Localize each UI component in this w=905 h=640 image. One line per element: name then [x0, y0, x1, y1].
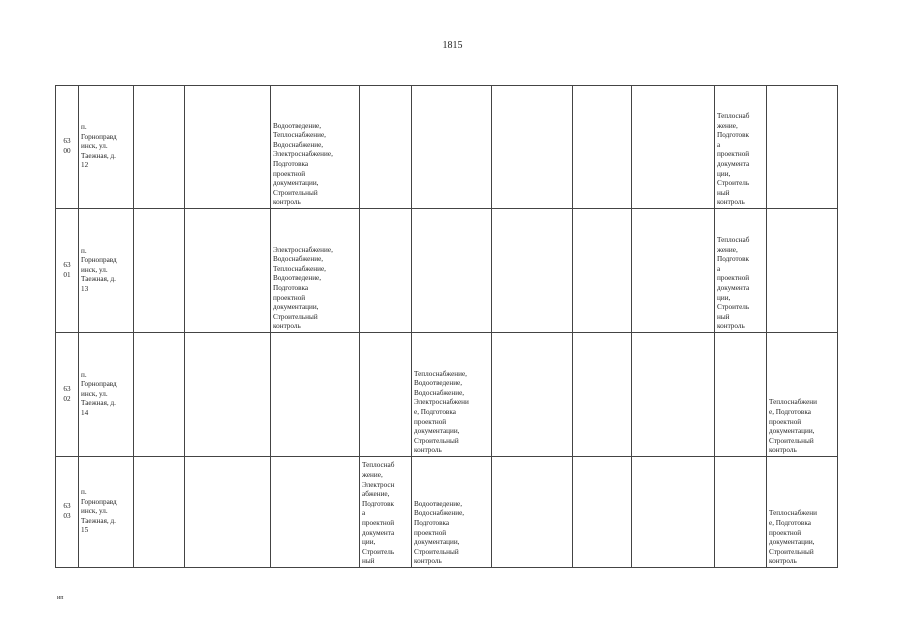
row-number: 63 00 — [56, 86, 79, 209]
empty-cell — [632, 333, 715, 457]
table-row — [56, 333, 838, 457]
empty-cell — [573, 333, 632, 457]
empty-cell — [134, 209, 185, 333]
address-cell: п. Горноправд инск, ул. Таежная, д. 13 — [79, 209, 134, 333]
empty-cell — [632, 86, 715, 209]
table-row — [56, 209, 838, 333]
empty-cell — [185, 457, 271, 568]
works-cell — [412, 209, 492, 333]
address-cell: п. Горноправд инск, ул. Таежная, д. 15 — [79, 457, 134, 568]
works-cell — [715, 333, 767, 457]
empty-cell — [492, 86, 573, 209]
empty-cell — [134, 333, 185, 457]
works-cell — [412, 86, 492, 209]
works-cell — [715, 457, 767, 568]
empty-cell — [492, 457, 573, 568]
empty-cell — [185, 86, 271, 209]
works-cell — [767, 209, 838, 333]
works-cell: Теплоснаб жение, Подготовк а проектной документа ции, Строитель ный контроль — [715, 209, 767, 333]
empty-cell — [573, 457, 632, 568]
empty-cell — [492, 209, 573, 333]
works-cell — [360, 333, 412, 457]
empty-cell — [134, 457, 185, 568]
works-cell: Теплоснабжени е, Подготовка проектной документации, Строительный контроль — [767, 457, 838, 568]
empty-cell — [573, 86, 632, 209]
address-cell: п. Горноправд инск, ул. Таежная, д. 12 — [79, 86, 134, 209]
works-cell: Теплоснаб жение, Подготовк а проектной документа ции, Строитель ный контроль — [715, 86, 767, 209]
empty-cell — [573, 209, 632, 333]
empty-cell — [134, 86, 185, 209]
works-cell — [271, 333, 360, 457]
table-row — [56, 457, 838, 568]
works-cell: Водоотведение, Теплоснабжение, Водоснабжение, Электроснабжение, Подготовка проектной документации, Строительный контроль — [271, 86, 360, 209]
empty-cell — [185, 333, 271, 457]
row-number: 63 01 — [56, 209, 79, 333]
address-cell: п. Горноправд инск, ул. Таежная, д. 14 — [79, 333, 134, 457]
works-cell — [360, 209, 412, 333]
works-cell: Теплоснабжение, Водоотведение, Водоснабжение, Электроснабжени е, Подготовка проектной документации, Строительный контроль — [412, 333, 492, 457]
row-number: 63 02 — [56, 333, 79, 457]
empty-cell — [632, 209, 715, 333]
works-cell — [360, 86, 412, 209]
empty-cell — [632, 457, 715, 568]
works-cell — [767, 86, 838, 209]
works-cell: Теплоснаб жение, Электросн абжение, Подготовк а проектной документа ции, Строитель ный — [360, 457, 412, 568]
empty-cell — [492, 333, 573, 457]
table-row — [56, 86, 838, 209]
works-table — [55, 85, 838, 568]
works-cell: Электроснабжение, Водоснабжение, Теплоснабжение, Водоотведение, Подготовка проектной документации, Строительный контроль — [271, 209, 360, 333]
page-number: 1815 — [442, 40, 463, 51]
works-cell: Теплоснабжени е, Подготовка проектной документации, Строительный контроль — [767, 333, 838, 457]
works-cell: Водоотведение, Водоснабжение, Подготовка проектной документации, Строительный контроль — [412, 457, 492, 568]
works-cell — [271, 457, 360, 568]
empty-cell — [185, 209, 271, 333]
footer-mark: ип — [57, 595, 64, 601]
row-number: 63 03 — [56, 457, 79, 568]
